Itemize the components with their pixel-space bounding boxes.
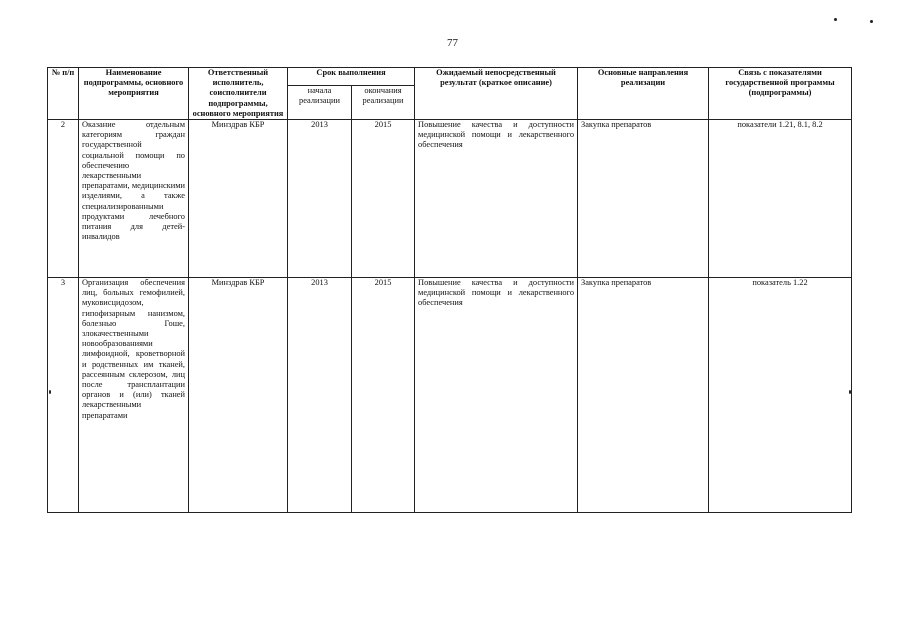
header-directions: Основные направления реализации xyxy=(578,68,709,120)
row-link: показатель 1.22 xyxy=(709,278,852,513)
header-name: Наименование подпрограммы, основного мероприятия xyxy=(79,68,189,120)
header-result: Ожидаемый непосредственный результат (краткое описание) xyxy=(415,68,578,120)
row-end: 2015 xyxy=(352,120,415,278)
row-num: 3 xyxy=(48,278,79,513)
row-responsible: Минздрав КБР xyxy=(189,120,288,278)
row-link: показатели 1.21, 8.1, 8.2 xyxy=(709,120,852,278)
row-responsible: Минздрав КБР xyxy=(189,278,288,513)
row-result: Повышение качества и доступности медицинской помощи и лекарственного обеспечения xyxy=(415,278,578,513)
row-start: 2013 xyxy=(288,120,352,278)
scan-speck xyxy=(870,20,873,23)
row-name: Оказание отдельным категориям граждан государственной социальной помощи по обеспечению лекарственными препаратами, медицинскими изделиями, а также специализированными продуктами лечебного питания для детей-инвалидов xyxy=(79,120,189,278)
measures-table xyxy=(47,67,852,513)
row-directions: Закупка препаратов xyxy=(578,278,709,513)
row-result: Повышение качества и доступности медицинской помощи и лекарственного обеспечения xyxy=(415,120,578,278)
header-term-end: окончания реализации xyxy=(352,85,415,119)
table-row xyxy=(48,278,852,513)
row-start: 2013 xyxy=(288,278,352,513)
row-directions: Закупка препаратов xyxy=(578,120,709,278)
header-responsible: Ответственный исполнитель, соисполнители подпрограммы, основного мероприятия xyxy=(189,68,288,120)
row-num: 2 xyxy=(48,120,79,278)
row-name: Организация обеспечения лиц, больных гемофилией, муковисцидозом, гипофизарным нанизмом, болезнью Гоше, злокачественными новообразованиями лимфоидной, кроветворной и родственных им тканей, рассеянным склерозом, лиц после трансплантации органов и (или) тканей лекарственными препаратами xyxy=(79,278,189,513)
scan-speck xyxy=(834,18,837,21)
row-end: 2015 xyxy=(352,278,415,513)
header-num: № п/п xyxy=(48,68,79,120)
header-link: Связь с показателями государственной программы (подпрограммы) xyxy=(709,68,852,120)
header-term-start: начала реализации xyxy=(288,85,352,119)
header-term: Срок выполнения xyxy=(288,68,415,86)
page-number: 77 xyxy=(447,37,458,49)
table-row xyxy=(48,120,852,278)
